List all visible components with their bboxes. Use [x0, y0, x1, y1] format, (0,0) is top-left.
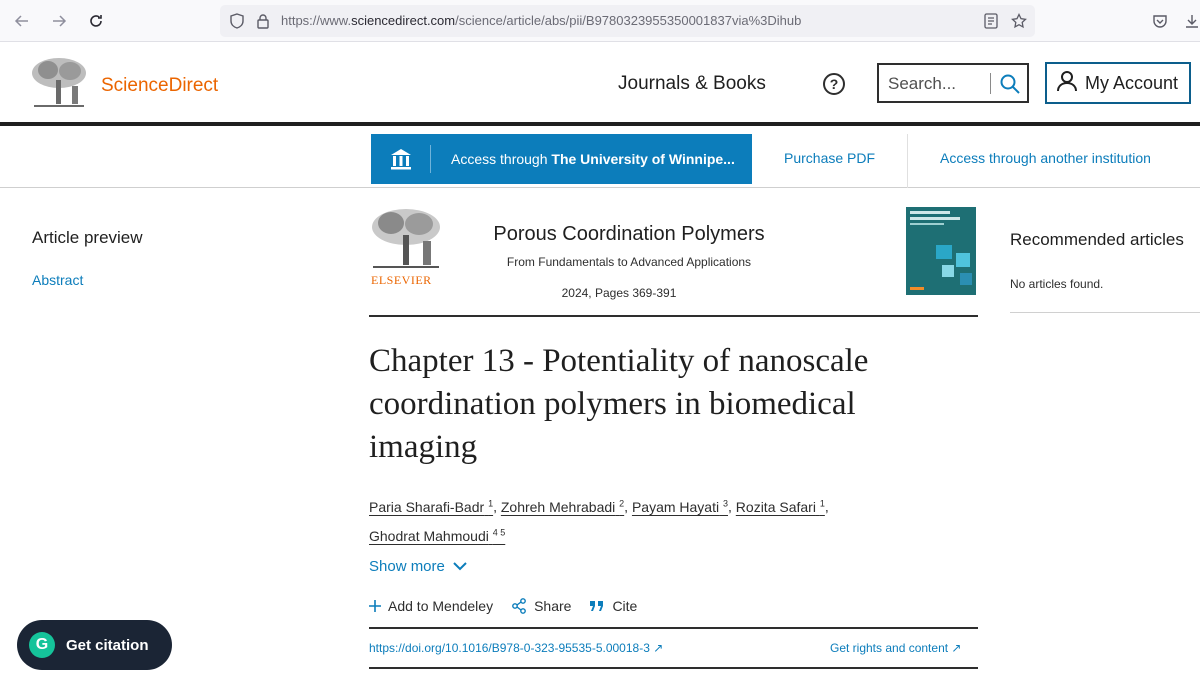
site-header [0, 42, 1200, 126]
show-more-label: Show more [369, 558, 445, 575]
cite-label: Cite [612, 598, 638, 614]
lock-icon[interactable] [254, 12, 272, 30]
plus-icon [369, 600, 381, 612]
search-icon[interactable] [999, 73, 1021, 95]
url-text[interactable]: https://www.sciencedirect.com/science/article/abs/pii/B9780323955350001837via%3Dihub [281, 13, 802, 28]
book-title[interactable]: Porous Coordination Polymers [493, 223, 765, 245]
abstract-link[interactable]: Abstract [32, 272, 84, 288]
mendeley-label: Add to Mendeley [388, 598, 494, 614]
purchase-pdf-link[interactable]: Purchase PDF [784, 150, 876, 166]
my-account-label: My Account [1085, 72, 1179, 93]
institution-icon [389, 147, 413, 171]
author-link[interactable]: Rozita Safari $^1$ [735, 498, 825, 515]
search-input[interactable]: Search... [888, 74, 957, 93]
bookmark-star-icon[interactable] [1010, 12, 1028, 30]
share-icon [511, 598, 527, 614]
external-link-icon: ↗ [951, 641, 962, 655]
forward-arrow-icon[interactable] [47, 9, 71, 33]
share-button[interactable] [511, 598, 571, 614]
search-divider [990, 73, 991, 94]
book-divider [369, 315, 978, 317]
another-institution-link[interactable]: Access through another institution [940, 150, 1151, 166]
search-box[interactable] [877, 63, 1029, 103]
quote-icon [589, 600, 605, 612]
doi-divider [369, 667, 978, 669]
author-list: Paria Sharafi-Badr $^1$, Zohreh Mehrabadi $^2$, Payam Hayati $^3$, Rozita Safari $^1$, Ghodrat Mahmoudi $^{4 5}$ [369, 498, 829, 545]
cite-button[interactable] [589, 598, 637, 614]
grammarly-icon: G [29, 632, 55, 658]
user-icon [1057, 70, 1077, 97]
browser-toolbar [0, 0, 1200, 42]
doi-link[interactable]: https://doi.org/10.1016/B978-0-323-95535-5.00018-3 ↗ [369, 641, 664, 655]
elsevier-wordmark: ELSEVIER [371, 273, 432, 287]
article-preview-heading: Article preview [32, 228, 143, 247]
my-account-button[interactable] [1045, 62, 1191, 104]
access-bar-divider [907, 134, 908, 188]
get-citation-label: Get citation [66, 636, 149, 654]
rights-content-link[interactable]: Get rights and content ↗ [830, 641, 962, 655]
author-link[interactable]: Payam Hayati $^3$ [631, 498, 729, 515]
author-link[interactable]: Ghodrat Mahmoudi $^{4 5}$ [369, 527, 506, 545]
chevron-down-icon [453, 558, 467, 575]
chapter-title: Chapter 13 - Potentiality of nanoscale coordination polymers in biomedical imaging [369, 343, 869, 465]
show-more-button[interactable] [369, 558, 467, 575]
book-cover-image[interactable] [906, 207, 976, 295]
recommended-articles-heading: Recommended articles [1010, 230, 1184, 249]
download-icon[interactable] [1180, 9, 1200, 33]
reader-view-icon[interactable] [982, 12, 1000, 30]
recommended-divider [1010, 312, 1200, 313]
add-to-mendeley-button[interactable] [369, 598, 493, 614]
back-arrow-icon[interactable] [10, 9, 34, 33]
institution-access-button[interactable] [371, 134, 752, 184]
access-divider [430, 145, 431, 173]
share-label: Share [534, 598, 572, 614]
book-subtitle: From Fundamentals to Advanced Applications [506, 255, 752, 269]
reload-icon[interactable] [84, 9, 108, 33]
journals-books-link[interactable]: Journals & Books [618, 73, 766, 94]
actions-divider [369, 627, 978, 629]
get-citation-button[interactable] [17, 620, 172, 670]
book-pages: 2024, Pages 369-391 [561, 286, 677, 300]
sciencedirect-brand[interactable]: ScienceDirect [101, 75, 219, 96]
shield-icon[interactable] [228, 12, 246, 30]
author-link[interactable]: Paria Sharafi-Badr $^1$ [369, 498, 494, 515]
external-link-icon: ↗ [653, 641, 664, 655]
article-actions [369, 598, 655, 614]
pocket-icon[interactable] [1148, 9, 1172, 33]
elsevier-tree-logo-icon[interactable] [30, 56, 88, 108]
access-bar [0, 130, 1200, 188]
url-bar[interactable] [220, 5, 1035, 37]
help-icon[interactable]: ? [823, 73, 845, 95]
access-label: Access through The University of Winnipe... [451, 151, 735, 167]
no-articles-message: No articles found. [1010, 277, 1104, 291]
author-link[interactable]: Zohreh Mehrabadi $^2$ [500, 498, 625, 515]
